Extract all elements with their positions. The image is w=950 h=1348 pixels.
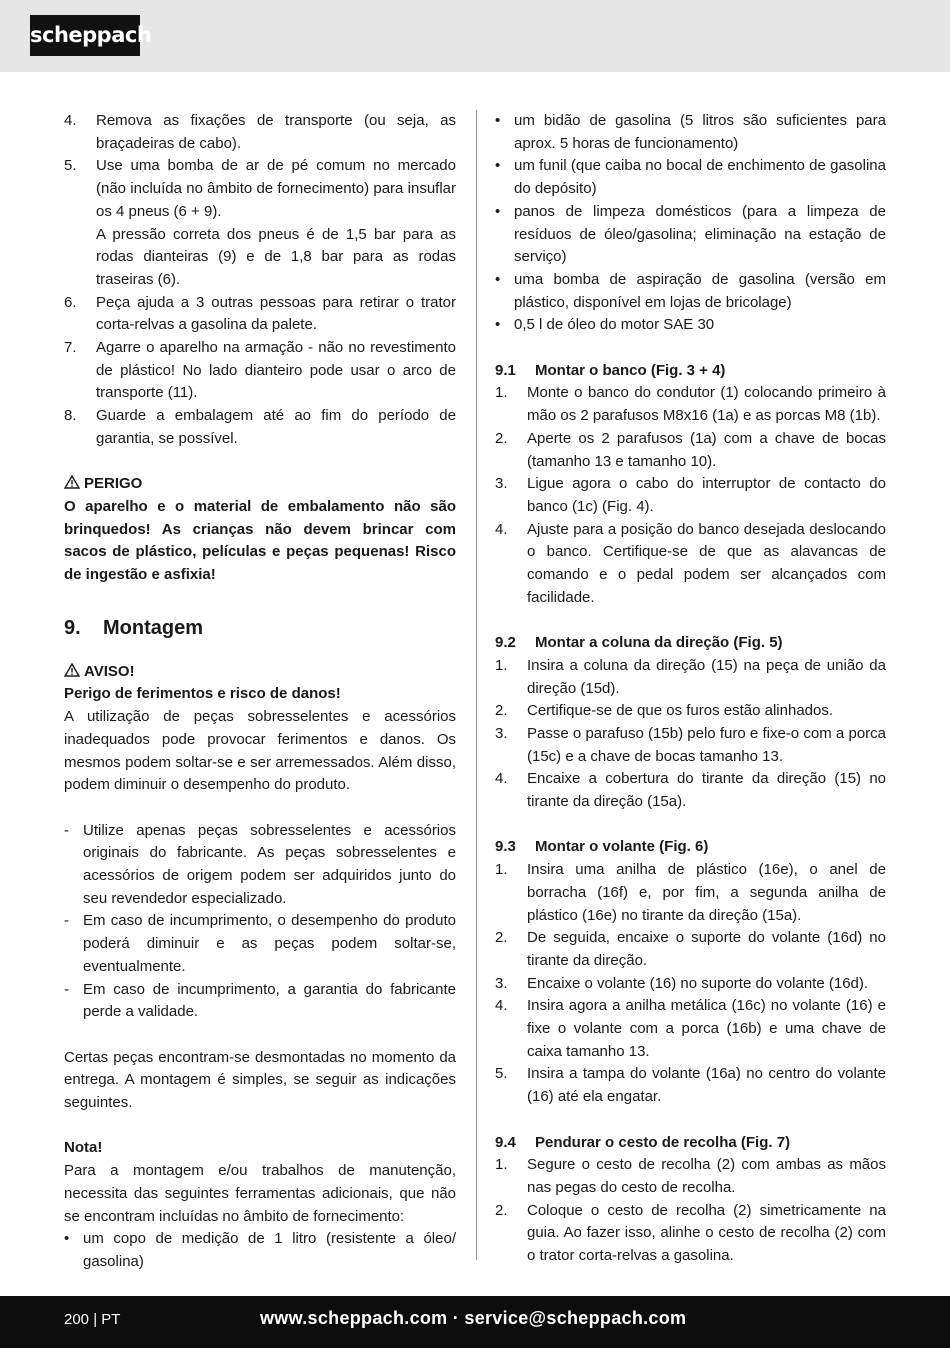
list-item: 1. Monte o banco do condutor (1) colocando primeiro à mão os 2 parafusos M8x16 (1a) e as porcas M8 (1b). bbox=[495, 384, 886, 425]
note-text: Para a montagem e/ou trabalhos de manutenção, necessita das seguintes ferramentas adicionais, que não se encontram incluídas no âmbito de fornecimento: bbox=[64, 1162, 456, 1225]
list-item: 8. Guarde a embalagem até ao fim do período de garantia, se possível. bbox=[64, 407, 456, 447]
list-item: - Em caso de incumprimento, o desempenho do produto poderá diminuir e as peças podem soltar-se, eventualmente. bbox=[64, 912, 456, 975]
list-item: • panos de limpeza domésticos (para a limpeza de resíduos de óleo/gasolina; eliminação na estação de serviço) bbox=[495, 202, 886, 266]
tools-list-b bbox=[495, 110, 886, 337]
page-number: 200 | PT bbox=[64, 1311, 121, 1328]
page-footer bbox=[0, 1296, 950, 1348]
list-item: 6. Peça ajuda a 3 outras pessoas para retirar o trator corta-relvas a gasolina da palete. bbox=[64, 293, 456, 334]
list-item: • 0,5 l de óleo do motor SAE 30 bbox=[495, 316, 715, 334]
steps-list-9-4 bbox=[495, 1154, 886, 1268]
warning-heading: AVISO! bbox=[64, 661, 456, 684]
dash-list bbox=[64, 820, 456, 1024]
list-item: 4. Insira agora a anilha metálica (16c) no volante (16) e fixe o volante com a porca (16b) e uma chave de caixa tamanho 13. bbox=[495, 997, 886, 1060]
list-item: 5. Use uma bomba de ar de pé comum no mercado (não incluída no âmbito de fornecimento) para insuflar os 4 pneus (6 + 9). bbox=[64, 157, 456, 220]
list-item: • um copo de medição de 1 litro (resistente a óleo/ gasolina) bbox=[64, 1230, 456, 1270]
danger-text: O aparelho e o material de embalamento não são brinquedos! As crianças não devem brincar com sacos de plástico, películas e peças pequenas! Risco de ingestão e asfixia! bbox=[64, 497, 456, 584]
note-title: Nota! bbox=[64, 1139, 103, 1157]
list-item: 4. Ajuste para a posição do banco desejada deslocando o banco. Certifique-se de que as alavancas de comando e o pedal podem ser alcançados com facilidade. bbox=[495, 520, 886, 606]
list-item: 1. Insira a coluna da direção (15) na peça de união da direção (15d). bbox=[495, 656, 886, 697]
steps-list-9-2 bbox=[495, 655, 886, 814]
warning-subtitle: Perigo de ferimentos e risco de danos! bbox=[64, 685, 341, 703]
list-item: - Utilize apenas peças sobresselentes e acessórios originais do fabricante. As peças sobresselentes e acessórios de origem podem ser adquiridos junto do seu revendedor especializado. bbox=[64, 821, 456, 907]
section-heading: 9. Montagem bbox=[64, 616, 203, 639]
subsection-heading-9-4: 9.4 Pendurar o cesto de recolha (Fig. 7) bbox=[495, 1133, 791, 1151]
list-item: 5. Insira a tampa do volante (16a) no centro do volante (16) até ela engatar. bbox=[495, 1065, 886, 1106]
assembly-text: Certas peças encontram-se desmontadas no momento da entrega. A montagem é simples, se seguir as indicações seguintes. bbox=[64, 1048, 456, 1112]
danger-heading: PERIGO bbox=[64, 473, 456, 496]
warning-triangle-icon bbox=[64, 663, 80, 677]
steps-list-b bbox=[64, 292, 456, 451]
steps-list-9-3 bbox=[495, 859, 886, 1109]
list-item: 4. Encaixe a cobertura do tirante da direção (15) no tirante da direção (15a). bbox=[495, 770, 886, 811]
list-item: 3. Encaixe o volante (16) no suporte do volante (16d). bbox=[495, 974, 869, 992]
list-item: 3. Ligue agora o cabo do interruptor de contacto do banco (1c) (Fig. 4). bbox=[495, 475, 886, 515]
warning-triangle-icon bbox=[64, 475, 80, 489]
subsection-heading-9-3: 9.3 Montar o volante (Fig. 6) bbox=[495, 838, 709, 856]
list-item: • um bidão de gasolina (5 litros são suficientes para aprox. 5 horas de funcionamento) bbox=[495, 112, 886, 152]
left-column bbox=[64, 110, 456, 1274]
warning-text: A utilização de peças sobresselentes e acessórios inadequados pode provocar ferimentos e danos. Os mesmos podem soltar-se e ser arremessados. Além disso, podem diminuir o desempenho do produto. bbox=[64, 708, 456, 794]
subsection-heading-9-2: 9.2 Montar a coluna da direção (Fig. 5) bbox=[495, 634, 783, 652]
list-item: • uma bomba de aspiração de gasolina (versão em plástico, disponível em lojas de bricolage) bbox=[495, 270, 886, 311]
right-column bbox=[495, 110, 886, 1268]
list-item: 2. De seguida, encaixe o suporte do volante (16d) no tirante da direção. bbox=[495, 929, 886, 969]
list-item: • um funil (que caiba no bocal de enchimento de gasolina do depósito) bbox=[495, 157, 886, 198]
list-item: 2. Certifique-se de que os furos estão alinhados. bbox=[495, 702, 834, 720]
list-item: 1. Segure o cesto de recolha (2) com ambas as mãos nas pegas do cesto de recolha. bbox=[495, 1156, 886, 1196]
steps-list-9-1 bbox=[495, 382, 886, 609]
list-item: 2. Aperte os 2 parafusos (1a) com a chave de bocas (tamanho 13 e tamanho 10). bbox=[495, 429, 886, 470]
list-item: 4. Remova as fixações de transporte (ou seja, as braçadeiras de cabo). bbox=[64, 112, 456, 152]
page-header bbox=[0, 0, 950, 72]
website-link[interactable]: www.scheppach.com · service@scheppach.com bbox=[260, 1308, 687, 1328]
subsection-heading-9-1: 9.1 Montar o banco (Fig. 3 + 4) bbox=[495, 361, 726, 379]
list-item: - Em caso de incumprimento, a garantia do fabricante perde a validade. bbox=[64, 980, 456, 1021]
list-item: 2. Coloque o cesto de recolha (2) simetricamente na guia. Ao fazer isso, alinhe o cesto de recolha (2) com o trator corta-relvas a gasolina. bbox=[495, 1201, 886, 1265]
column-divider bbox=[476, 110, 477, 1260]
pressure-note: A pressão correta dos pneus é de 1,5 bar para as rodas dianteiras (9) e de 1,8 bar para as rodas traseiras (6). bbox=[96, 225, 456, 288]
brand-logo: scheppach bbox=[30, 15, 140, 56]
steps-list-a bbox=[64, 110, 456, 224]
tools-list-a bbox=[64, 1228, 456, 1273]
list-item: 3. Passe o parafuso (15b) pelo furo e fixe-o com a porca (15c) e a chave de bocas tamanho 13. bbox=[495, 724, 886, 765]
list-item: 1. Insira uma anilha de plástico (16e), o anel de borracha (16f) e, por fim, a segunda anilha de plástico (16e) no tirante da direção (15a). bbox=[495, 861, 886, 924]
list-item: 7. Agarre o aparelho na armação - não no revestimento de plástico! No lado dianteiro pode usar o arco de transporte (11). bbox=[64, 339, 456, 402]
